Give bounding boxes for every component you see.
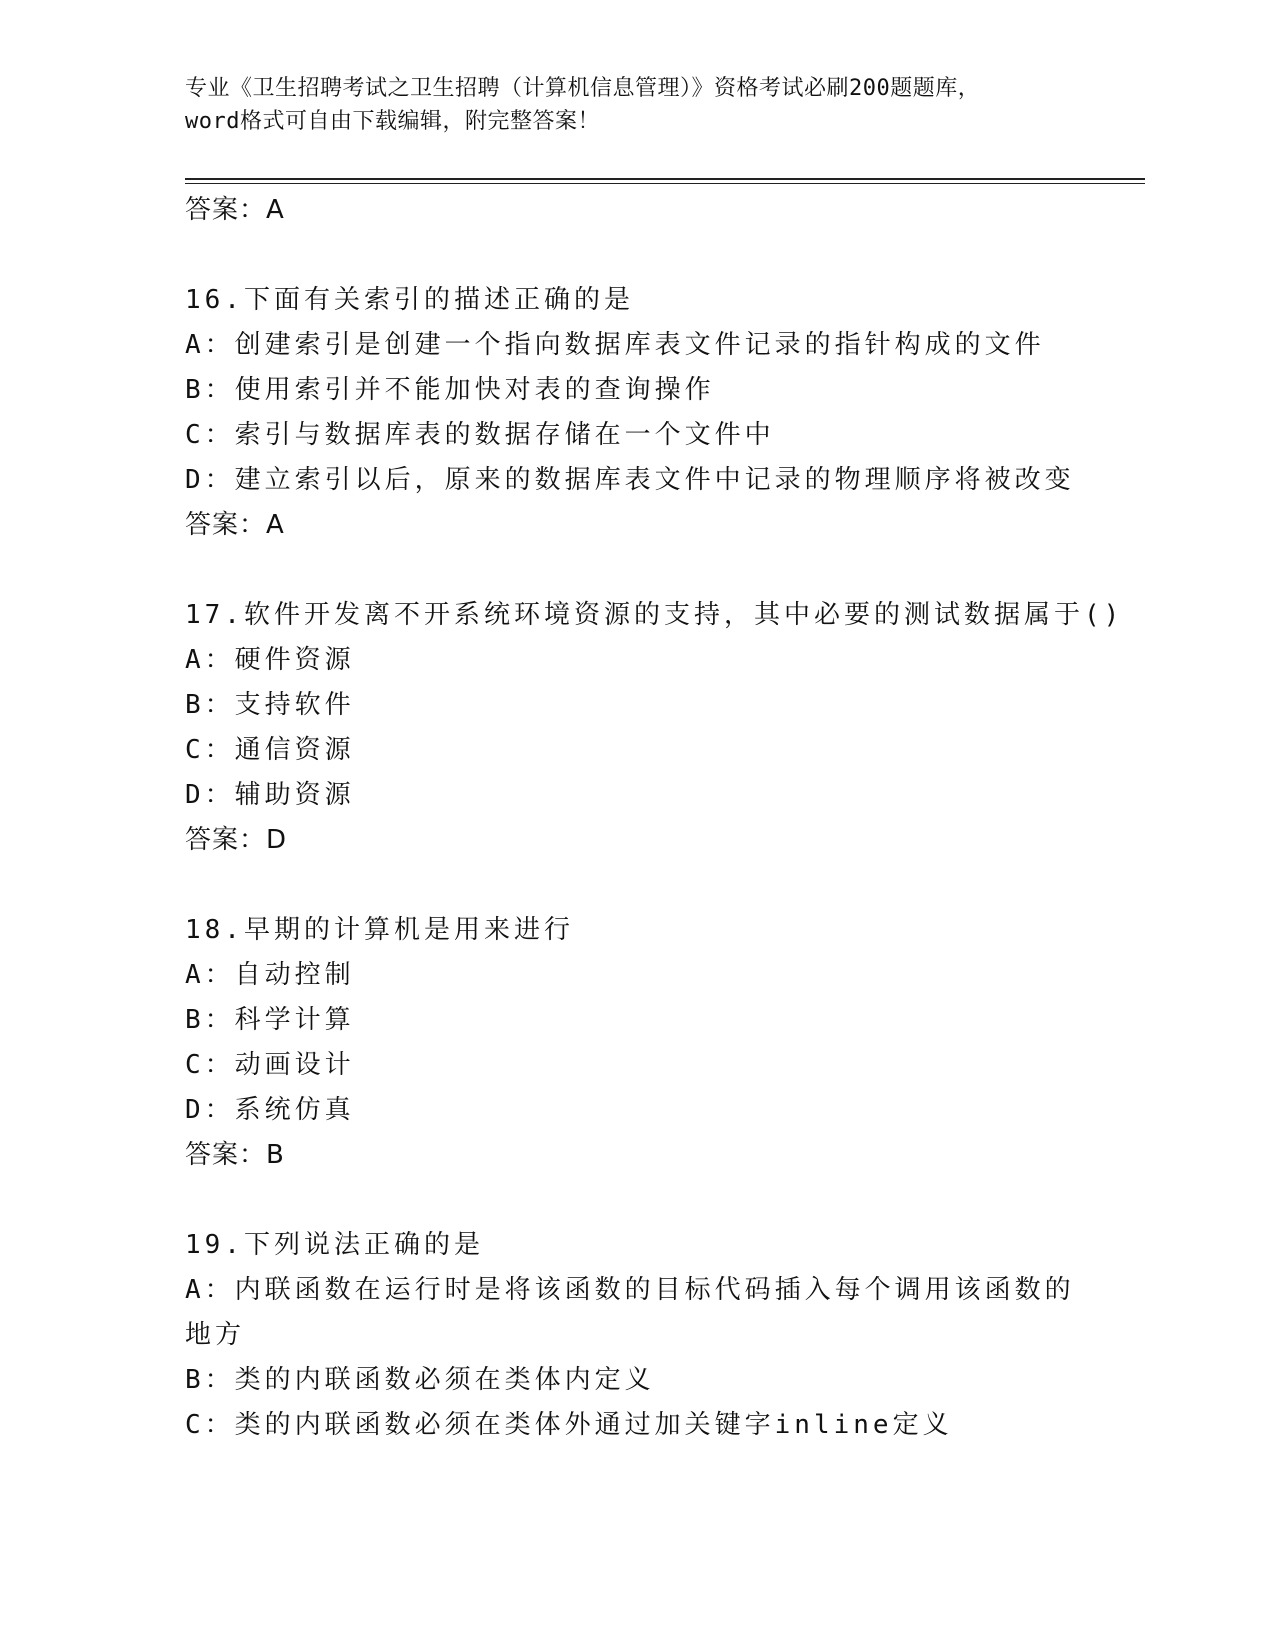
option-a: A：硬件资源 <box>185 645 355 675</box>
question-title: 18.早期的计算机是用来进行 <box>185 915 574 945</box>
question-block <box>185 908 1085 1178</box>
answer-line: 答案：A <box>185 195 285 225</box>
question-title: 16.下面有关索引的描述正确的是 <box>185 285 634 315</box>
question-list <box>185 188 1124 1448</box>
header-divider-thin <box>185 183 1145 184</box>
option-b: B：支持软件 <box>185 690 355 720</box>
option-a: A：自动控制 <box>185 960 355 990</box>
option-d: D：辅助资源 <box>185 780 355 810</box>
option-d: D：系统仿真 <box>185 1095 355 1125</box>
option-a: A：内联函数在运行时是将该函数的目标代码插入每个调用该函数的地方 <box>185 1275 1075 1350</box>
option-a: A：创建索引是创建一个指向数据库表文件记录的指针构成的文件 <box>185 330 1045 360</box>
question-title: 17.软件开发离不开系统环境资源的支持，其中必要的测试数据属于() <box>185 600 1124 630</box>
answer-line: 答案：D <box>185 825 288 855</box>
option-c: C：索引与数据库表的数据存储在一个文件中 <box>185 420 775 450</box>
answer-line: 答案：A <box>185 510 285 540</box>
option-c: C：动画设计 <box>185 1050 355 1080</box>
question-block <box>185 278 1085 548</box>
question-title: 19.下列说法正确的是 <box>185 1230 484 1260</box>
option-c: C：通信资源 <box>185 735 355 765</box>
question-block <box>185 593 1124 863</box>
header-line-2: word格式可自由下载编辑，附完整答案！ <box>185 109 600 134</box>
option-c: C：类的内联函数必须在类体外通过加关键字inline定义 <box>185 1410 953 1440</box>
header-line-1: 专业《卫生招聘考试之卫生招聘（计算机信息管理）》资格考试必刷200题题库， <box>185 76 981 101</box>
option-b: B：使用索引并不能加快对表的查询操作 <box>185 375 715 405</box>
document-header <box>185 72 1085 138</box>
header-divider-thick <box>185 178 1145 180</box>
option-b: B：类的内联函数必须在类体内定义 <box>185 1365 655 1395</box>
option-d: D：建立索引以后，原来的数据库表文件中记录的物理顺序将被改变 <box>185 465 1075 495</box>
question-block <box>185 1223 1085 1448</box>
answer-line: 答案：B <box>185 1140 285 1170</box>
option-b: B：科学计算 <box>185 1005 355 1035</box>
